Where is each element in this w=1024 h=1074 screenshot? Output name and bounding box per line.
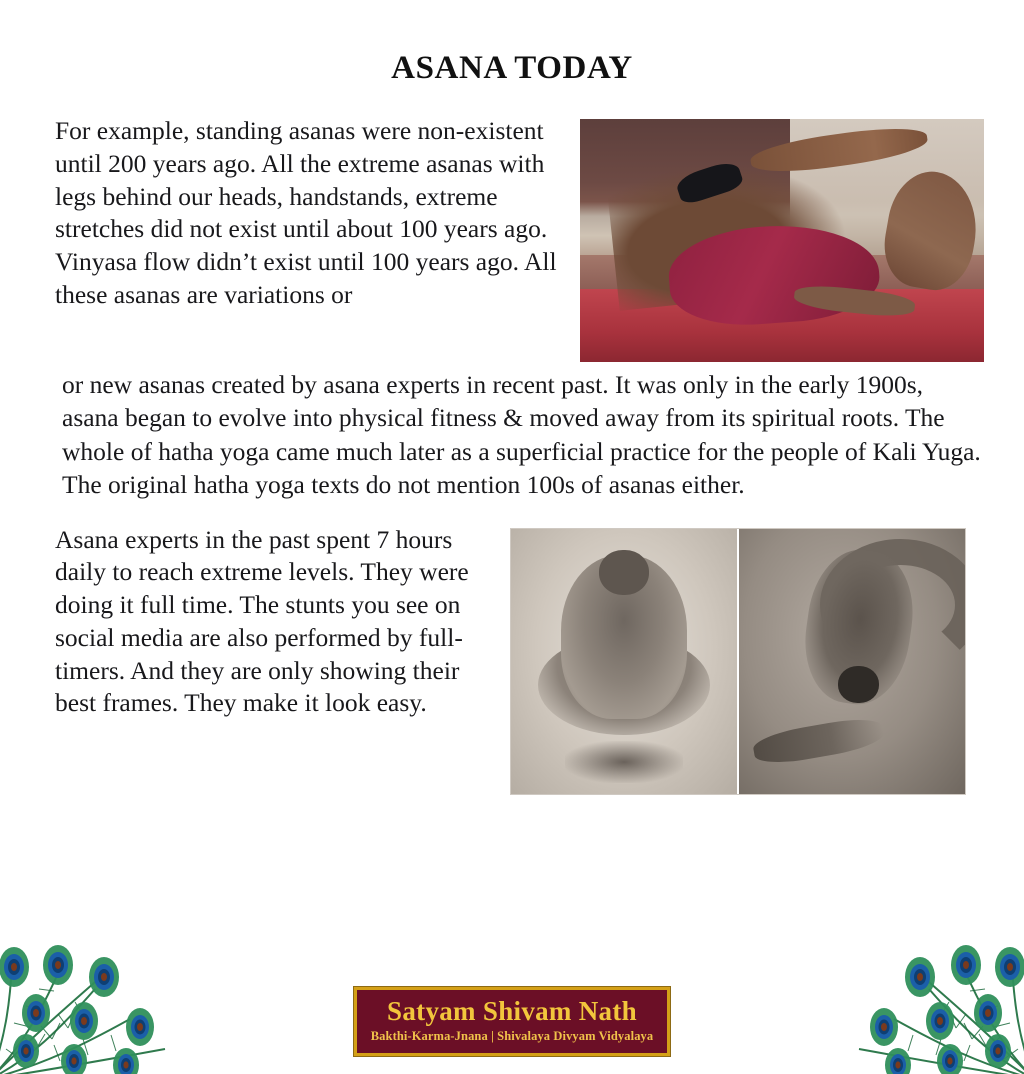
vintage-photo-pair [510, 528, 966, 795]
asana-color-photo-art [580, 119, 984, 362]
paragraph-top: For example, standing asanas were non-existent until 200 years ago. All the extreme asanas with legs behind our heads, handstands, extreme stretches did not exist until about 100 years ago. Vinyasa flow didn’t exist until 100 years ago. All these asanas are variations or [55, 116, 557, 309]
top-text-block [55, 115, 984, 312]
vintage-photo-left [511, 529, 737, 794]
poster-page [0, 50, 1024, 1074]
footer-brand-name: Satyam Shivam Nath [387, 995, 637, 1026]
paragraph-bottom: Asana experts in the past spent 7 hours daily to reach extreme levels. They were doing it full time. The stunts you see on social media are also performed by full-timers. And they are only showing their best frames. They make it look easy. [55, 524, 469, 718]
vintage-right-head [838, 666, 879, 703]
asana-color-photo [580, 119, 984, 362]
paragraph-middle: or new asanas created by asana experts in recent past. It was only in the early 1900s, asana began to evolve into physical fitness & moved away from its spiritual roots. The whole of hatha yoga came much later as a superficial practice for the people of Kali Yuga. The original hatha yoga texts do not mention 100s of asanas either. [62, 370, 981, 500]
vintage-photo-right [737, 529, 965, 794]
vintage-right-arm [751, 714, 886, 768]
vintage-left-hands [565, 741, 683, 783]
peacock-feathers-right-icon [814, 909, 1024, 1074]
footer-logo [354, 987, 670, 1056]
middle-text-block [62, 368, 984, 502]
page-title: ASANA TODAY [391, 50, 633, 86]
peacock-feathers-left-icon [0, 909, 210, 1074]
footer-tagline: Bakthi-Karma-Jnana | Shivalaya Divyam Vidyalaya [370, 1029, 654, 1043]
bottom-text-block [55, 524, 984, 804]
vintage-photo-right-art [739, 529, 965, 794]
vintage-left-head [599, 550, 649, 595]
vintage-photo-left-art [511, 529, 737, 794]
